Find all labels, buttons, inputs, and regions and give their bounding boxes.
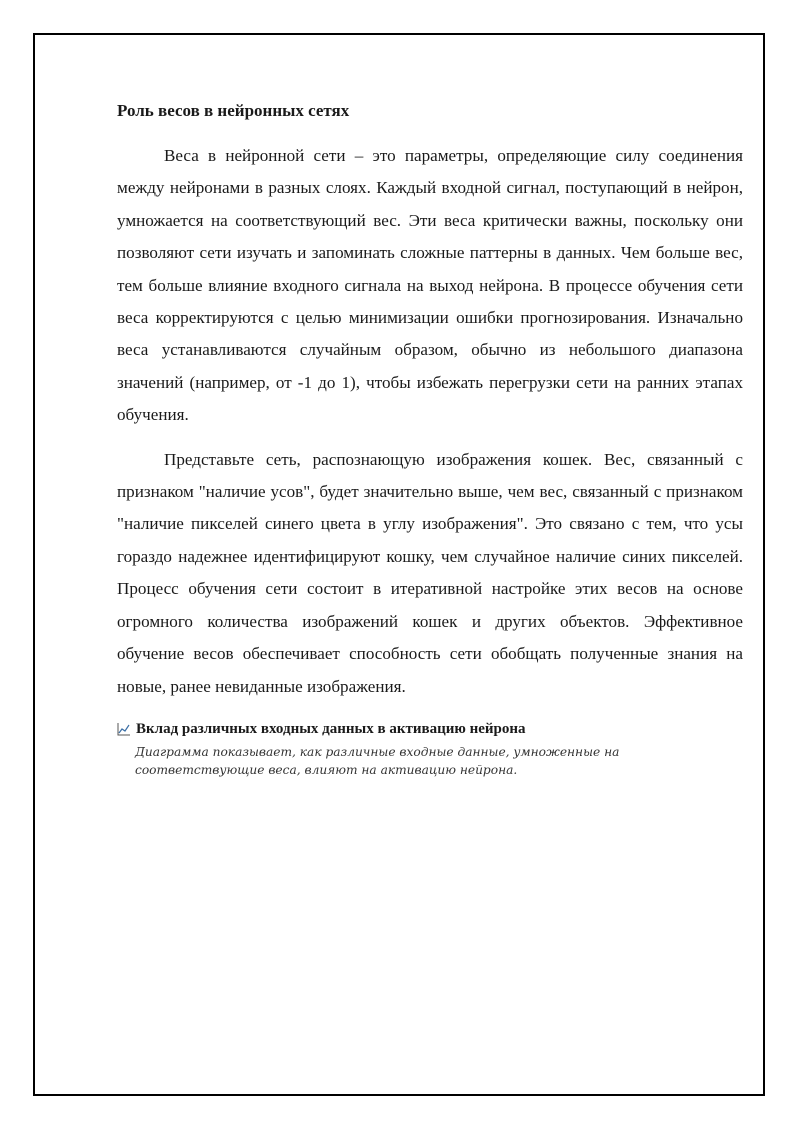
figure-block bbox=[117, 719, 743, 779]
chart-icon bbox=[117, 722, 131, 736]
figure-caption: Диаграмма показывает, как различные входные данные, умноженные на соответствующие веса, влияют на активацию нейрона. bbox=[135, 744, 620, 777]
document-content bbox=[117, 99, 743, 779]
figure-title-text: Вклад различных входных данных в активацию нейрона bbox=[136, 720, 526, 737]
paragraph: Веса в нейронной сети – это параметры, определяющие силу соединения между нейронами в разных слоях. Каждый входной сигнал, поступающий в нейрон, умножается на соответствующий вес. Эти веса критически важны, поскольку они позволяют сети изучать и запоминать сложные паттерны в данных. Чем больше вес, тем больше влияние входного сигнала на выход нейрона. В процессе обучения сети веса корректируются с целью минимизации ошибки прогнозирования. Изначально веса устанавливаются случайным образом, обычно из небольшого диапазона значений (например, от -1 до 1), чтобы избежать перегрузки сети на ранних этапах обучения. bbox=[117, 146, 743, 425]
page-frame bbox=[33, 33, 765, 1096]
paragraph: Представьте сеть, распознающую изображения кошек. Вес, связанный с признаком "наличие усов", будет значительно выше, чем вес, связанный с признаком "наличие пикселей синего цвета в углу изображения". Это связано с тем, что усы гораздо надежнее идентифицируют кошку, чем случайное наличие синих пикселей. Процесс обучения сети состоит в итеративной настройке этих весов на основе огромного количества изображений кошек и других объектов. Эффективное обучение весов обеспечивает способность сети обобщать полученные знания на новые, ранее невиданные изображения. bbox=[117, 449, 743, 696]
figure-title bbox=[117, 719, 743, 739]
section-heading: Роль весов в нейронных сетях bbox=[117, 101, 350, 120]
